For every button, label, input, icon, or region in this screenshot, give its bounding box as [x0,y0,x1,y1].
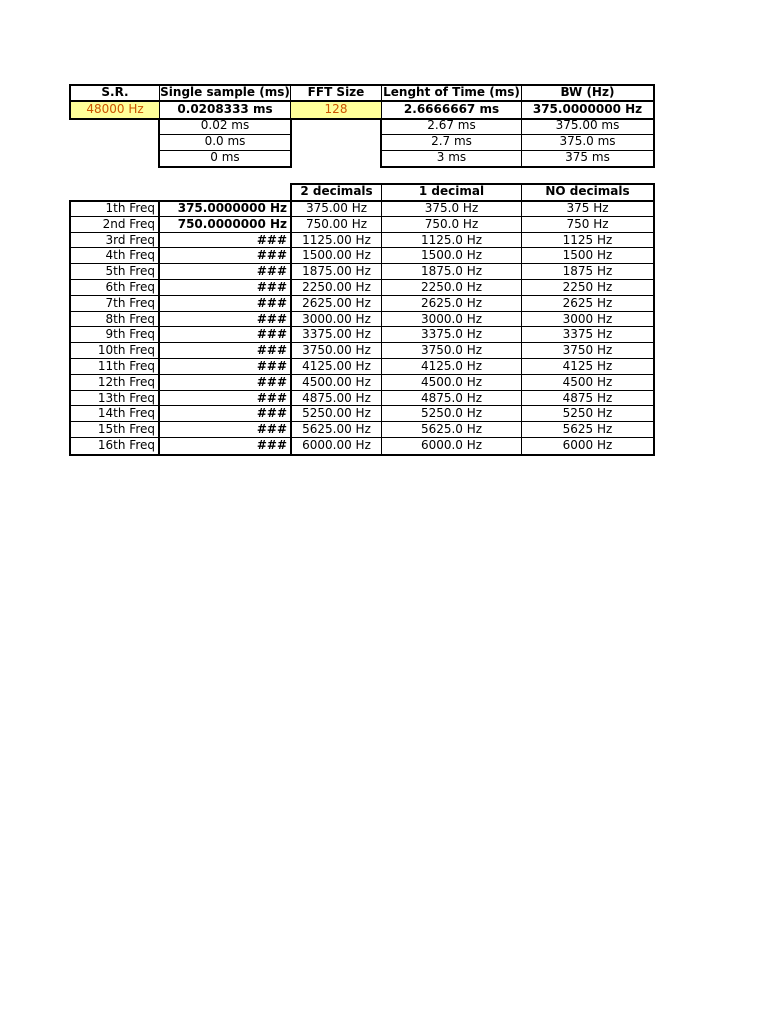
freq-2dec-value: 1500.00 Hz [302,248,371,263]
freq-2dec-value: 3375.00 Hz [302,327,371,342]
row-divider [69,295,655,296]
freq-0dec-value: 750 Hz [566,216,609,231]
freq-header-no-decimals: NO decimals [545,184,630,198]
row-divider [69,247,655,248]
freq-1dec-value: 3000.0 Hz [420,311,483,326]
row-divider [69,232,655,233]
freq-1dec-value: 3750.0 Hz [420,343,483,358]
header-single-sample: Single sample (ms) [160,85,290,99]
freq-2dec-value: 375.00 Hz [305,201,368,215]
freq-2dec-value: 1875.00 Hz [302,264,371,279]
length-of-time-2dec: 2.67 ms [427,118,476,132]
freq-1dec-value: 4500.0 Hz [420,374,483,389]
freq-2dec-value: 4875.00 Hz [302,390,371,405]
sample-rate-input[interactable]: 48000 Hz [71,102,159,118]
freq-0dec-value: 375 Hz [566,201,609,215]
freq-0dec-value: 4125 Hz [562,359,613,373]
freq-label: 9th Freq [105,327,155,342]
freq-header-2-decimals: 2 decimals [300,184,373,198]
length-of-time-1dec: 2.7 ms [431,134,472,148]
single-sample-0dec: 0 ms [210,150,240,164]
freq-label: 3rd Freq [105,232,155,247]
freq-1dec-value: 5625.0 Hz [420,422,483,437]
freq-1dec-value: 6000.0 Hz [420,438,483,452]
freq-1dec-value: 750.0 Hz [424,216,479,231]
freq-1dec-value: 1125.0 Hz [420,232,483,247]
freq-exact-value: 750.0000000 Hz [177,216,287,231]
freq-2dec-value: 3000.00 Hz [302,311,371,326]
bandwidth-2dec: 375.00 ms [555,118,620,132]
freq-1dec-value: 2625.0 Hz [420,295,483,310]
freq-0dec-value: 5250 Hz [562,406,613,421]
freq-1dec-value: 375.0 Hz [424,201,479,215]
row-divider [69,311,655,312]
freq-1dec-value: 3375.0 Hz [420,327,483,342]
header-length-of-time: Lenght of Time (ms) [383,85,520,99]
freq-exact-value: ### [256,422,287,437]
row-divider [69,405,655,406]
row-divider [69,421,655,422]
freq-2dec-value: 4125.00 Hz [302,359,371,373]
freq-1dec-value: 4875.0 Hz [420,390,483,405]
freq-1dec-value: 4125.0 Hz [420,359,483,373]
freq-2dec-value: 6000.00 Hz [302,438,371,452]
freq-2dec-value: 4500.00 Hz [302,374,371,389]
length-of-time-value: 2.6666667 ms [403,102,500,116]
freq-label: 4th Freq [105,248,155,263]
freq-exact-value: ### [256,311,287,326]
row-divider [69,263,655,264]
freq-0dec-value: 6000 Hz [562,438,613,452]
bandwidth-value: 375.0000000 Hz [532,102,643,116]
freq-label: 5th Freq [105,264,155,279]
freq-2dec-value: 2625.00 Hz [302,295,371,310]
freq-exact-value: ### [256,406,287,421]
freq-0dec-value: 3000 Hz [562,311,613,326]
freq-exact-value: ### [256,438,287,452]
freq-0dec-value: 2625 Hz [562,295,613,310]
freq-exact-value: ### [256,359,287,373]
bandwidth-0dec: 375 ms [565,150,610,164]
freq-label: 6th Freq [105,280,155,294]
freq-label: 11th Freq [97,359,155,373]
length-of-time-0dec: 3 ms [436,150,467,164]
freq-exact-value: ### [256,264,287,279]
single-sample-1dec: 0.0 ms [204,134,246,148]
freq-exact-value: ### [256,343,287,358]
freq-label: 8th Freq [105,311,155,326]
freq-0dec-value: 3750 Hz [562,343,613,358]
bandwidth-1dec: 375.0 ms [559,134,616,148]
freq-2dec-value: 3750.00 Hz [302,343,371,358]
freq-exact-value: ### [256,232,287,247]
freq-exact-value: ### [256,374,287,389]
header-fft-size: FFT Size [307,85,365,99]
freq-1dec-value: 1500.0 Hz [420,248,483,263]
freq-exact-value: ### [256,390,287,405]
freq-0dec-value: 3375 Hz [562,327,613,342]
freq-label: 13th Freq [97,390,155,405]
freq-label: 16th Freq [97,438,155,452]
fft-size-input[interactable]: 128 [291,102,381,118]
freq-0dec-value: 2250 Hz [562,280,613,294]
row-divider [69,358,655,359]
freq-exact-value: ### [256,295,287,310]
freq-0dec-value: 1500 Hz [562,248,613,263]
freq-exact-value: ### [256,280,287,294]
freq-label: 14th Freq [97,406,155,421]
freq-label: 12th Freq [97,374,155,389]
freq-2dec-value: 2250.00 Hz [302,280,371,294]
single-sample-2dec: 0.02 ms [200,118,250,132]
freq-2dec-value: 750.00 Hz [305,216,368,231]
freq-0dec-value: 1125 Hz [562,232,613,247]
row-divider [69,279,655,280]
freq-2dec-value: 1125.00 Hz [302,232,371,247]
freq-label: 10th Freq [97,343,155,358]
header-sample-rate: S.R. [101,85,129,99]
row-divider [69,374,655,375]
freq-1dec-value: 1875.0 Hz [420,264,483,279]
freq-1dec-value: 5250.0 Hz [420,406,483,421]
freq-0dec-value: 4875 Hz [562,390,613,405]
single-sample-value: 0.0208333 ms [177,102,273,116]
freq-label: 7th Freq [105,295,155,310]
freq-0dec-value: 5625 Hz [562,422,613,437]
freq-2dec-value: 5625.00 Hz [302,422,371,437]
header-bandwidth: BW (Hz) [560,85,615,99]
freq-label: 2nd Freq [102,216,155,231]
freq-0dec-value: 1875 Hz [562,264,613,279]
freq-label: 1th Freq [105,201,155,215]
freq-exact-value: 375.0000000 Hz [177,201,287,215]
row-divider [69,390,655,391]
row-divider [69,342,655,343]
freq-label: 15th Freq [97,422,155,437]
freq-2dec-value: 5250.00 Hz [302,406,371,421]
freq-0dec-value: 4500 Hz [562,374,613,389]
row-divider [69,326,655,327]
row-divider [69,437,655,438]
freq-1dec-value: 2250.0 Hz [420,280,483,294]
freq-exact-value: ### [256,248,287,263]
freq-exact-value: ### [256,327,287,342]
row-divider [69,216,655,217]
freq-header-1-decimal: 1 decimal [418,184,485,198]
